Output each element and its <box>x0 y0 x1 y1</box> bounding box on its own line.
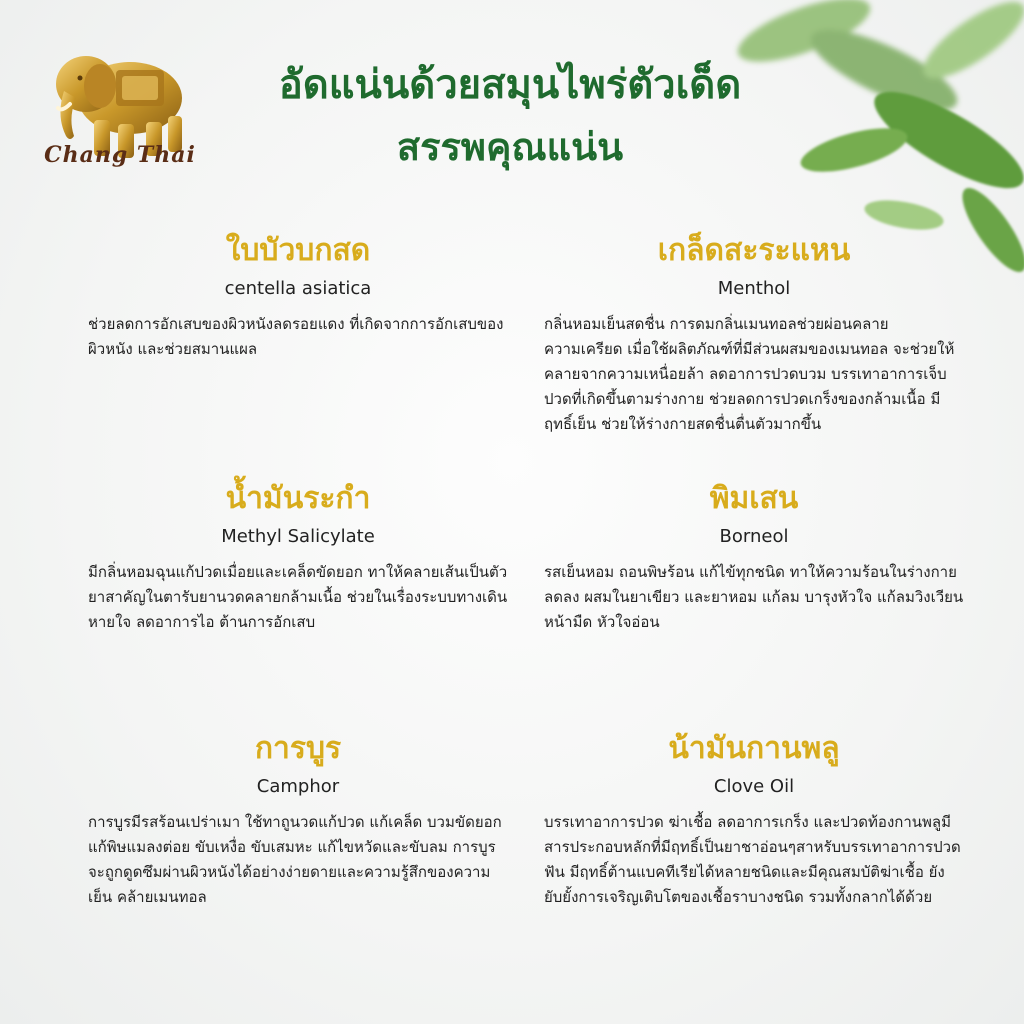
ingredient-description: รสเย็นหอม ถอนพิษร้อน แก้ไข้ทุกชนิด ทาให้ความร้อนในร่างกายลดลง ผสมในยาเขียว และยาหอม แก้ลม บารุงหัวใจ แก้ลมวิงเวียนหน้ามืด หัวใจอ่อน <box>544 563 964 631</box>
ingredient-description: ช่วยลดการอักเสบของผิวหนังลดรอยแดง ที่เกิดจากการอักเสบของผิวหนัง และช่วยสมานแผล <box>88 315 504 358</box>
ingredient-title: พิมเสน <box>709 481 799 516</box>
ingredient-subtitle: Camphor <box>256 776 340 797</box>
ingredient-subtitle: centella asiatica <box>224 278 372 299</box>
ingredient-title: ใบบัวบกสด <box>225 233 371 268</box>
ingredient-card <box>544 232 964 437</box>
ingredient-title: การบูร <box>254 731 342 766</box>
ingredient-description: การบูรมีรสร้อนเปร่าเมา ใช้ทาถูนวดแก้ปวด แก้เคล็ด บวมขัดยอก แก้พิษแมลงต่อย ขับเหงื่อ ขับเสมหะ แก้ไขหวัดและขับลม การบูรจะถูกดูดซึมผ่านผิวหนังได้อย่างง่ายดายและความรู้สึกของความเย็น คล้ายเมนทอล <box>88 813 502 906</box>
ingredient-title: น้ำมันระกำ <box>225 481 371 516</box>
ingredient-title: เกล็ดสะระแหน <box>657 233 851 268</box>
headline-line2: สรรพคุณแน่น <box>396 125 624 169</box>
ingredient-card <box>88 232 508 362</box>
ingredient-card <box>88 730 508 910</box>
ingredient-subtitle: Methyl Salicylate <box>221 526 375 547</box>
ingredient-card <box>544 730 964 910</box>
ingredient-title: น้ามันกานพลู <box>668 731 840 766</box>
brand-logo-text: Chang Thai <box>44 142 196 168</box>
ingredient-description: กลิ่นหอมเย็นสดชื่น การดมกลิ่นเมนทอลช่วยผ่อนคลายความเครียด เมื่อใช้ผลิตภัณฑ์ที่มีส่วนผสมของเมนทอล จะช่วยให้คลายจากความเหนื่อยล้า ลดอาการปวดบวม บรรเทาอาการเจ็บปวดที่เกิดขึ้นตามร่างกาย ช่วยลดการปวดเกร็งของกล้ามเนื้อ มีฤทธิ์เย็น ช่วยให้ร่างกายสดชื่นตื่นตัวมากขึ้น <box>544 315 955 433</box>
ingredient-subtitle: Clove Oil <box>713 776 795 797</box>
ingredient-subtitle: Borneol <box>719 526 789 547</box>
ingredient-card <box>544 480 964 635</box>
ingredient-card <box>88 480 508 635</box>
ingredient-description: บรรเทาอาการปวด ฆ่าเชื้อ ลดอาการเกร็ง และปวดท้องกานพลูมีสารประกอบหลักที่มีฤทธิ์เป็นยาชาอ่อนๆสาหรับบรรเทาอาการปวดฟัน มีฤทธิ์ต้านแบคทีเรียได้หลายชนิดและมีคุณสมบัติฆ่าเชื้อ ยังยับยั้งการเจริญเติบโตของเชื้อราบางชนิด รวมทั้งกลากได้ด้วย <box>544 813 961 906</box>
headline-line1: อัดแน่นด้วยสมุนไพร่ตัวเด็ด <box>278 62 742 108</box>
ingredient-subtitle: Menthol <box>717 278 791 299</box>
ingredient-description: มีกลิ่นหอมฉุนแก้ปวดเมื่อยและเคล็ดขัดยอก ทาให้คลายเส้นเป็นตัวยาสาคัญในตารับยานวดคลายกล้ามเนื้อ ช่วยในเรื่องระบบทางเดินหายใจ ลดอาการไอ ต้านการอักเสบ <box>88 563 508 631</box>
